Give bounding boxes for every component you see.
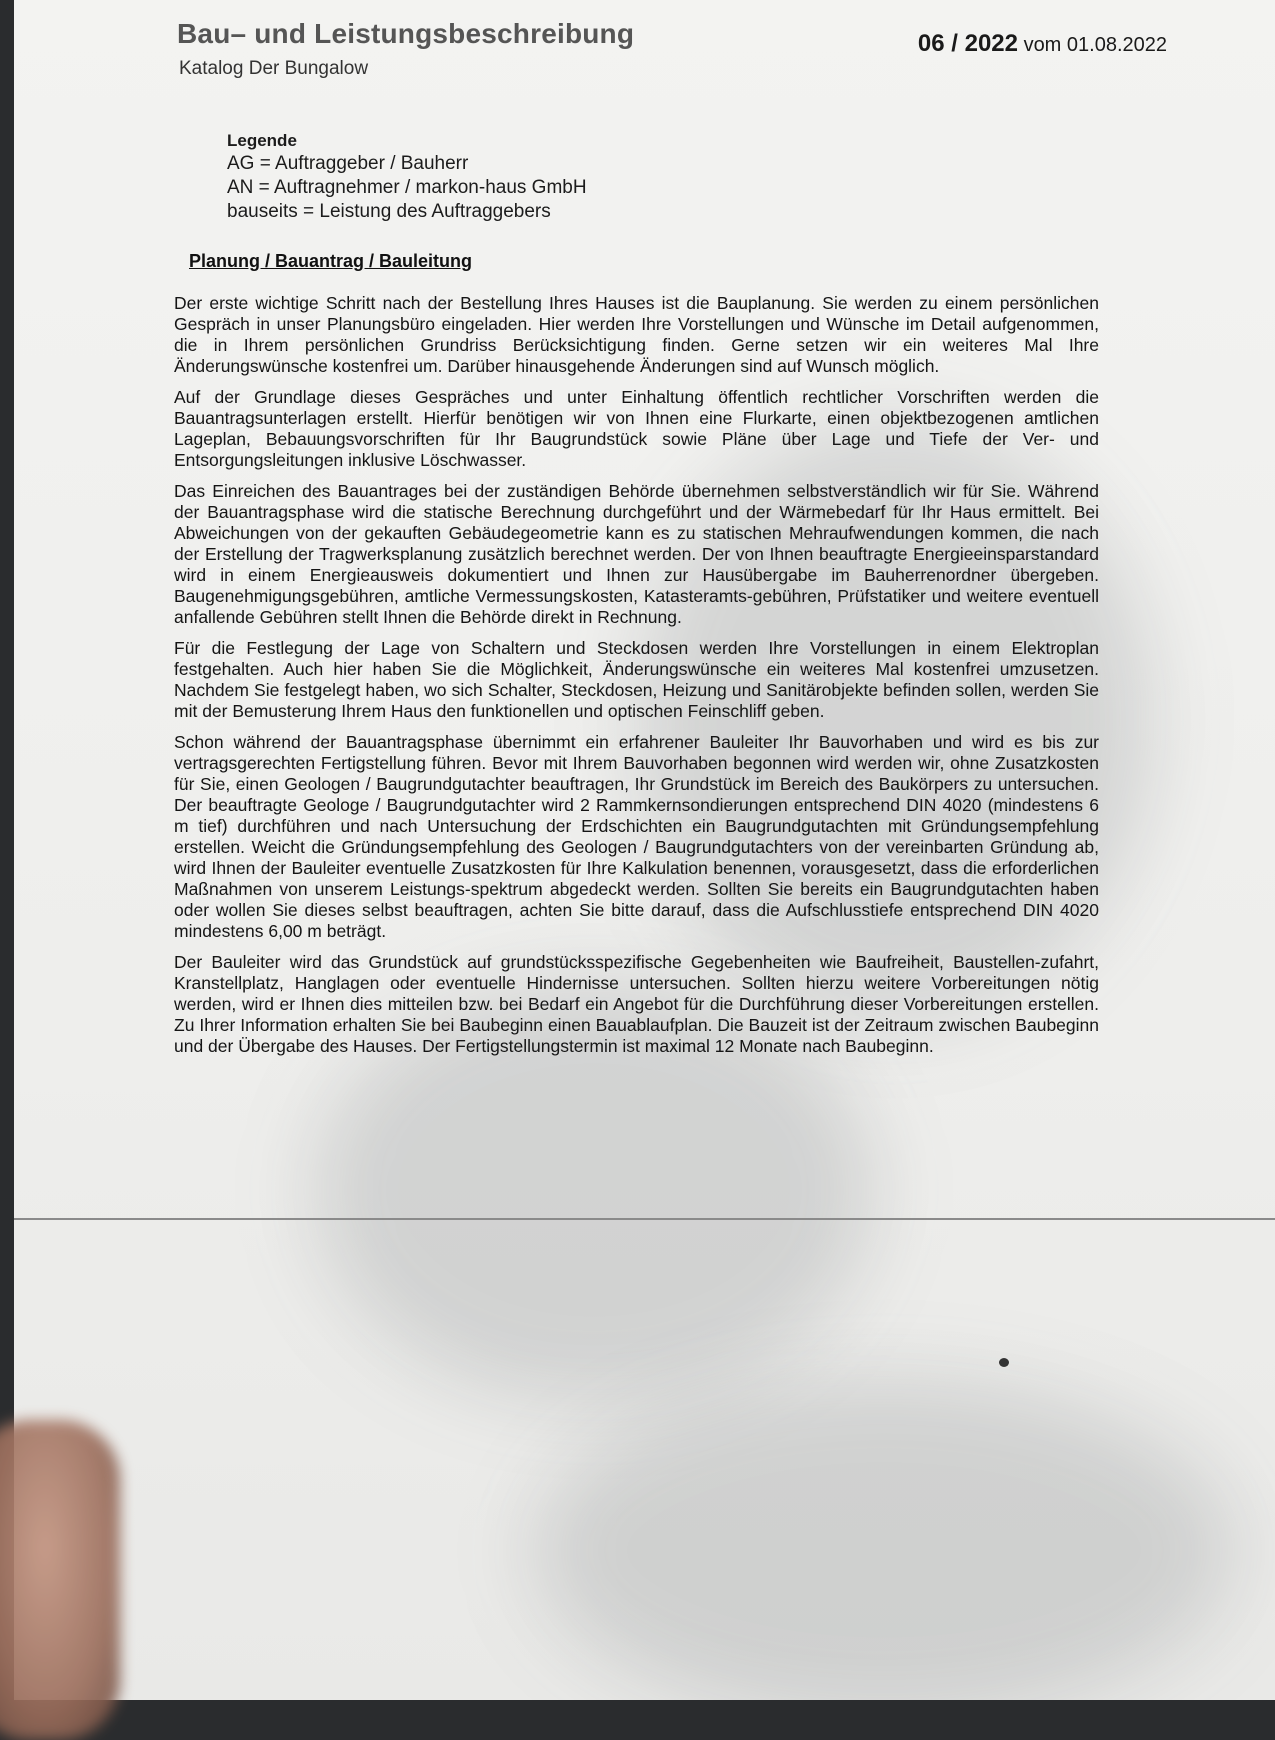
paragraph: Der erste wichtige Schritt nach der Bestellung Ihres Hauses ist die Bauplanung. Sie werden zu einem persönlichen Gespräch in unser Planungsbüro eingeladen. Hier werden Ihre Vorstellungen und Wünsche im Detail aufgenommen, die in Ihrem persönlichen Grundriss Berücksichtigung finden. Gerne setzen wir ein weiteres Mal Ihre Änderungswünsche kostenfrei um. Darüber hinausgehende Änderungen sind auf Wunsch möglich. bbox=[174, 293, 1099, 376]
document-title: Bau– und Leistungsbeschreibung bbox=[177, 18, 635, 49]
document-subtitle: Katalog Der Bungalow bbox=[179, 58, 369, 79]
legend bbox=[227, 130, 587, 224]
paper-speck bbox=[999, 1358, 1009, 1367]
version-date: vom 01.08.2022 bbox=[1023, 34, 1167, 56]
paragraph: Der Bauleiter wird das Grundstück auf grundstücksspezifische Gegebenheiten wie Baufreiheit, Baustellen-zufahrt, Kranstellplatz, Hanglagen oder eventuelle Hindernisse untersuchen. Sollten hierzu weitere Vorbereitungen nötig werden, wird er Ihnen dies mitteilen bzw. bei Bedarf ein Angebot für die Durchführung dieser Vorbereitungen erstellen. Zu Ihrer Information erhalten Sie bei Baubeginn einen Bauablaufplan. Die Bauzeit ist der Zeitraum zwischen Baubeginn und der Übergabe des Hauses. Der Fertigstellungstermin ist maximal 12 Monate nach Baubeginn. bbox=[174, 952, 1099, 1056]
legend-item: AN = Auftragnehmer / markon-haus GmbH bbox=[227, 177, 587, 198]
page-divider bbox=[14, 1218, 1275, 1220]
shadow-overlay bbox=[534, 1380, 1234, 1700]
section-heading: Planung / Bauantrag / Bauleitung bbox=[189, 251, 473, 271]
document-version bbox=[918, 30, 1167, 58]
paragraph: Schon während der Bauantragsphase übernimmt ein erfahrener Bauleiter Ihr Bauvorhaben und wird es bis zur vertragsgerechten Fertigstellung führen. Bevor mit Ihrem Bauvorhaben begonnen wird werden wir, ohne Zusatzkosten für Sie, einen Geologen / Baugrundgutachter beauftragen, Ihr Grundstück im Bereich des Baukörpers zu untersuchen. Der beauftragte Geologe / Baugrundgutachter wird 2 Rammkernsondierungen entsprechend DIN 4020 (mindestens 6 m tief) durchführen und nach Untersuchung der Erdschichten ein Baugrundgutachten mit Gründungsempfehlung erstellen. Weicht die Gründungsempfehlung des Geologen / Baugrundgutachters von der vereinbarten Gründung ab, wird Ihnen der Bauleiter eventuelle Zusatzkosten für Ihre Kalkulation benennen, vorausgesetzt, dass die erforderlichen Maßnahmen von unserem Leistungs-spektrum abgedeckt werden. Sollten Sie bereits ein Baugrundgutachten haben oder wollen Sie dieses selbst beauftragen, achten Sie bitte darauf, dass die Aufschlusstiefe entsprechend DIN 4020 mindestens 6,00 m beträgt. bbox=[174, 732, 1099, 941]
paragraph: Für die Festlegung der Lage von Schaltern und Steckdosen werden Ihre Vorstellungen in einem Elektroplan festgehalten. Auch hier haben Sie die Möglichkeit, Änderungswünsche ein weiteres Mal kostenfrei umzusetzen. Nachdem Sie festgelegt haben, wo sich Schalter, Steckdosen, Heizung und Sanitärobjekte befinden sollen, werden Sie mit der Bemusterung Ihrem Haus den funktionellen und optischen Feinschliff geben. bbox=[174, 638, 1099, 721]
finger-photo-artifact bbox=[0, 1420, 120, 1740]
version-number: 06 / 2022 bbox=[917, 30, 1018, 57]
section-body bbox=[174, 293, 1099, 1067]
legend-item: AG = Auftraggeber / Bauherr bbox=[227, 153, 469, 174]
paragraph: Das Einreichen des Bauantrages bei der zuständigen Behörde übernehmen selbstverständlich wir für Sie. Während der Bauantragsphase wird die statische Berechnung durchgeführt und der Wärmebedarf für Ihr Haus ermittelt. Bei Abweichungen von der gekauften Gebäudegeometrie kann es zu statischen Mehraufwendungen kommen, die nach der Erstellung der Tragwerksplanung zusätzlich berechnet werden. Der von Ihnen beauftragte Energieeinsparstandard wird in einem Energieausweis dokumentiert und Ihnen zur Hausübergabe im Bauherrenordner übergeben. Baugenehmigungsgebühren, amtliche Vermessungskosten, Katasteramts-gebühren, Prüfstatiker und weitere eventuell anfallende Gebühren stellt Ihnen die Behörde direkt in Rechnung. bbox=[174, 481, 1099, 627]
legend-item: bauseits = Leistung des Auftraggebers bbox=[227, 201, 551, 222]
document-page bbox=[14, 0, 1275, 1700]
paragraph: Auf der Grundlage dieses Gespräches und unter Einhaltung öffentlich rechtlicher Vorschriften werden die Bauantragsunterlagen erstellt. Hierfür benötigen wir von Ihnen eine Flurkarte, einen objektbezogenen amtlichen Lageplan, Bebauungsvorschriften für Ihr Baugrundstück sowie Pläne über Lage und Tiefe der Ver- und Entsorgungsleitungen inklusive Löschwasser. bbox=[174, 387, 1099, 470]
legend-heading: Legende bbox=[227, 131, 297, 150]
